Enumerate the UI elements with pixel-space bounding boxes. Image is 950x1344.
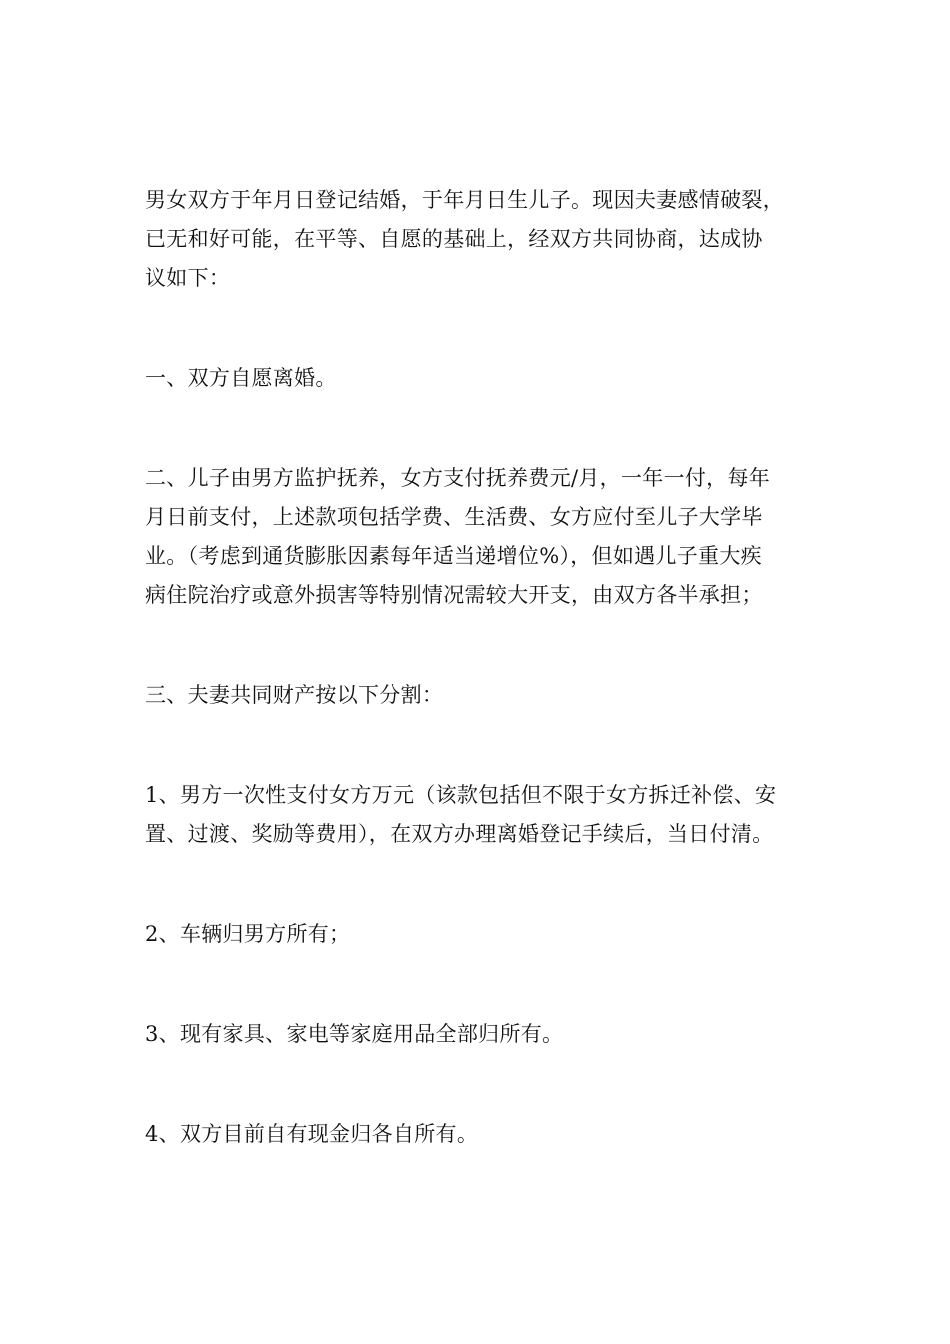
paragraph-item-2 [145,915,835,954]
text-line: 2、车辆归男方所有； [145,922,351,946]
paragraph-clause-2 [145,459,835,615]
document-body [145,181,835,1154]
text-line: 病住院治疗或意外损害等特别情况需较大开支，由双方各半承担； [145,583,763,607]
text-line: 已无和好可能，在平等、自愿的基础上，经双方共同协商，达成协 [145,227,763,251]
text-line: 一、双方自愿离婚。 [145,366,337,390]
paragraph-item-4 [145,1115,835,1154]
text-line: 月日前支付，上述款项包括学费、生活费、女方应付至儿子大学毕 [145,505,763,529]
text-line: 置、过渡、奖励等费用），在双方办理离婚登记手续后，当日付清。 [145,822,774,846]
text-line: 男女双方于年月日登记结婚，于年月日生儿子。现因夫妻感情破裂， [145,188,784,212]
paragraph-item-1 [145,776,835,854]
text-line: 议如下： [145,266,231,290]
text-line: 3、现有家具、家电等家庭用品全部归所有。 [145,1022,564,1046]
paragraph-clause-1 [145,359,835,398]
text-line: 二、儿子由男方监护抚养，女方支付抚养费元/月，一年一付，每年 [145,466,771,490]
text-line: 三、夫妻共同财产按以下分割： [145,683,444,707]
paragraph-clause-3 [145,676,835,715]
text-line: 4、双方目前自有现金归各自所有。 [145,1122,479,1146]
text-line: 1、男方一次性支付女方万元（该款包括但不限于女方拆迁补偿、安 [145,783,777,807]
paragraph-item-3 [145,1015,835,1054]
text-line: 业。（考虑到通货膨胀因素每年适当递增位%），但如遇儿子重大疾 [145,544,762,568]
paragraph-intro [145,181,835,298]
